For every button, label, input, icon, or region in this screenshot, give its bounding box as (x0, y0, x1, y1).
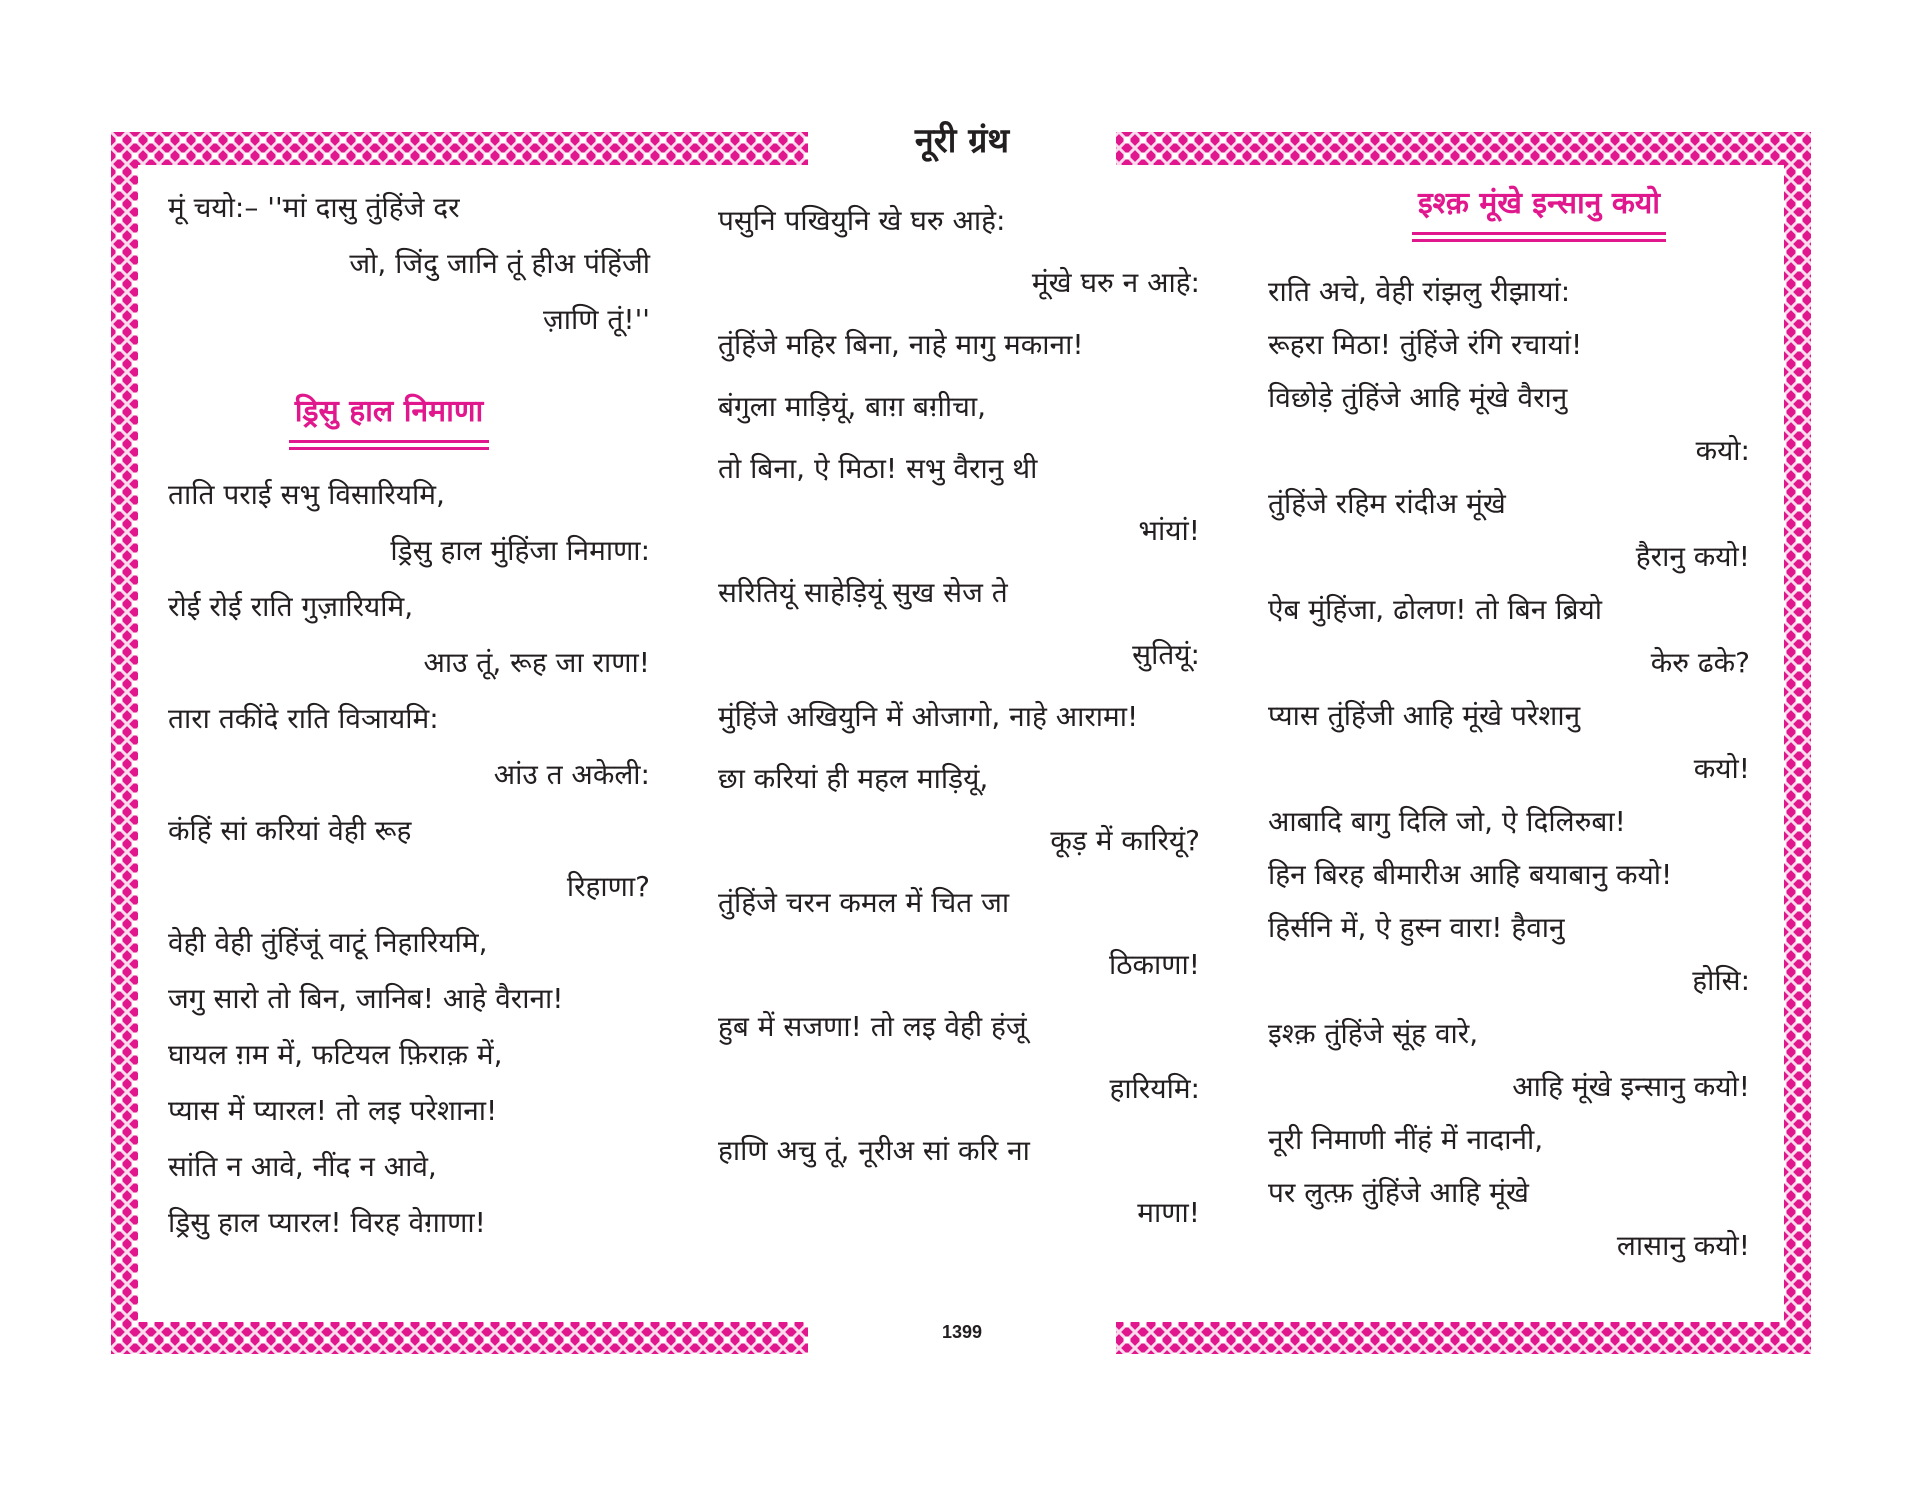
section-heading-wrap (128, 388, 650, 443)
verse-line: हारियमि: (1109, 1072, 1200, 1105)
verse-line: वेही वेही तुंहिंजूं वाटूं निहारियमि, (168, 926, 488, 959)
verse-line: आंउ त अकेली: (493, 758, 650, 791)
verse-line: हिन बिरह बीमारीअ आहि बयाबानु कयो! (1268, 858, 1673, 891)
verse-line: प्यास में प्यारल! तो लइ परेशाना! (168, 1094, 498, 1127)
verse-line: पसुनि पखियुनि खे घरु आहे: (718, 204, 1006, 237)
verse-line: इश्क़ तुंहिंजे सूंह वारे, (1268, 1017, 1479, 1050)
verse-line: ठिकाणा! (1109, 948, 1200, 981)
section-heading: इश्क़ मूंखे इन्सानु कयो (1412, 180, 1666, 235)
verse-line: केरु ढके? (1650, 646, 1750, 679)
verse-line: आहि मूंखे इन्सानु कयो! (1512, 1070, 1750, 1103)
column-2 (718, 190, 1200, 1244)
section-heading: ड्रिसु हाल निमाणा (289, 388, 490, 443)
verse-line: तुंहिंजे चरन कमल में चित जा (718, 886, 1010, 919)
verse-line: माणा! (1137, 1196, 1200, 1229)
verse-line: ड्रिसु हाल मुंहिंजा निमाणा: (390, 534, 650, 567)
verse-line: आउ तूं, रूह जा राणा! (423, 646, 650, 679)
verse-line: रूहरा मिठा! तुंहिंजे रंगि रचायां! (1268, 328, 1583, 361)
verse-line: हुब में सजणा! तो लइ वेही हंजूं (718, 1010, 1027, 1043)
page-number: 1399 (941, 1322, 983, 1342)
verse-line: तो बिना, ऐ मिठा! सभु वैरानु थी (718, 452, 1038, 485)
verse-line: तारा तकींदे राति विञायमि: (168, 702, 439, 735)
verse-line: लासानु कयो! (1616, 1229, 1750, 1262)
verse-line: पर लुत्फ़ तुंहिंजे आहि मूंखे (1268, 1176, 1529, 1209)
verse-line: छा करियां ही महल माड़ियूं, (718, 762, 989, 795)
verse-line: आबादि बागु दिलि जो, ऐ दिलिरुबा! (1268, 805, 1626, 838)
verse-line: विछोड़े तुंहिंजे आहि मूंखे वैरानु (1268, 381, 1568, 414)
verse-line: कूड़ में कारियूं? (1050, 824, 1200, 857)
verse-line: बंगुला माड़ियूं, बाग़ बग़ीचा, (718, 390, 986, 423)
verse-line: सांति न आवे, नींद न आवे, (168, 1150, 437, 1183)
verse-line: रोई रोई राति गुज़ारियमि, (168, 590, 414, 623)
book-title: नूरी ग्रंथ (914, 121, 1010, 161)
section-heading-wrap (1328, 180, 1750, 235)
verse-line: रिहाणा? (566, 870, 650, 903)
verse-line: जगु सारो तो बिन, जानिब! आहे वैराना! (168, 982, 564, 1015)
verse-line: राति अचे, वेही रांझलु रीझायां: (1268, 275, 1571, 308)
verse-line: तुंहिंजे रहिम रांदीअ मूंखे (1268, 487, 1506, 520)
verse-line: कयो! (1693, 752, 1750, 785)
verse-line: तुंहिंजे महिर बिना, नाहे मागु मकाना! (718, 328, 1084, 361)
column-1 (168, 180, 650, 1251)
intro-line: मूं चयो:– ''मां दासु तुंहिंजे दर (168, 191, 460, 224)
verse-line: सरितियूं साहेड़ियूं सुख सेज ते (718, 576, 1008, 609)
verse-line: ऐब मुंहिंजा, ढोलण! तो बिन ब्रियो (1268, 593, 1602, 626)
verse-line: मूंखे घरु न आहे: (1031, 266, 1200, 299)
verse-line: हाणि अचु तूं, नूरीअ सां करि ना (718, 1134, 1030, 1167)
verse-line: मुंहिंजे अखियुनि में ओजागो, नाहे आरामा! (718, 700, 1139, 733)
verse-line: भांयां! (1138, 514, 1200, 547)
intro-line: ज़ाणि तूं!'' (542, 303, 650, 336)
column-3 (1268, 180, 1750, 1272)
verse-line: घायल ग़म में, फटियल फ़िराक़ में, (168, 1038, 503, 1071)
verse-line: ड्रिसु हाल प्यारल! विरह वेग़ाणा! (168, 1206, 486, 1239)
verse-line: हैरानु कयो! (1635, 540, 1750, 573)
verse-line: हिर्सनि में, ऐ हुस्न वारा! हैवानु (1268, 911, 1565, 944)
verse-line: ताति पराई सभु विसारियमि, (168, 478, 445, 511)
verse-line: होसि: (1692, 964, 1750, 997)
verse-line: सुतियूं: (1132, 638, 1200, 671)
intro-line: जो, जिंदु जानि तूं हीअ पंहिंजी (349, 247, 650, 280)
verse-line: प्यास तुंहिंजी आहि मूंखे परेशानु (1268, 699, 1581, 732)
verse-line: कयो: (1695, 434, 1750, 467)
verse-line: नूरी निमाणी नींहं में नादानी, (1268, 1123, 1544, 1156)
verse-line: कंहिं सां करियां वेही रूह (168, 814, 412, 847)
